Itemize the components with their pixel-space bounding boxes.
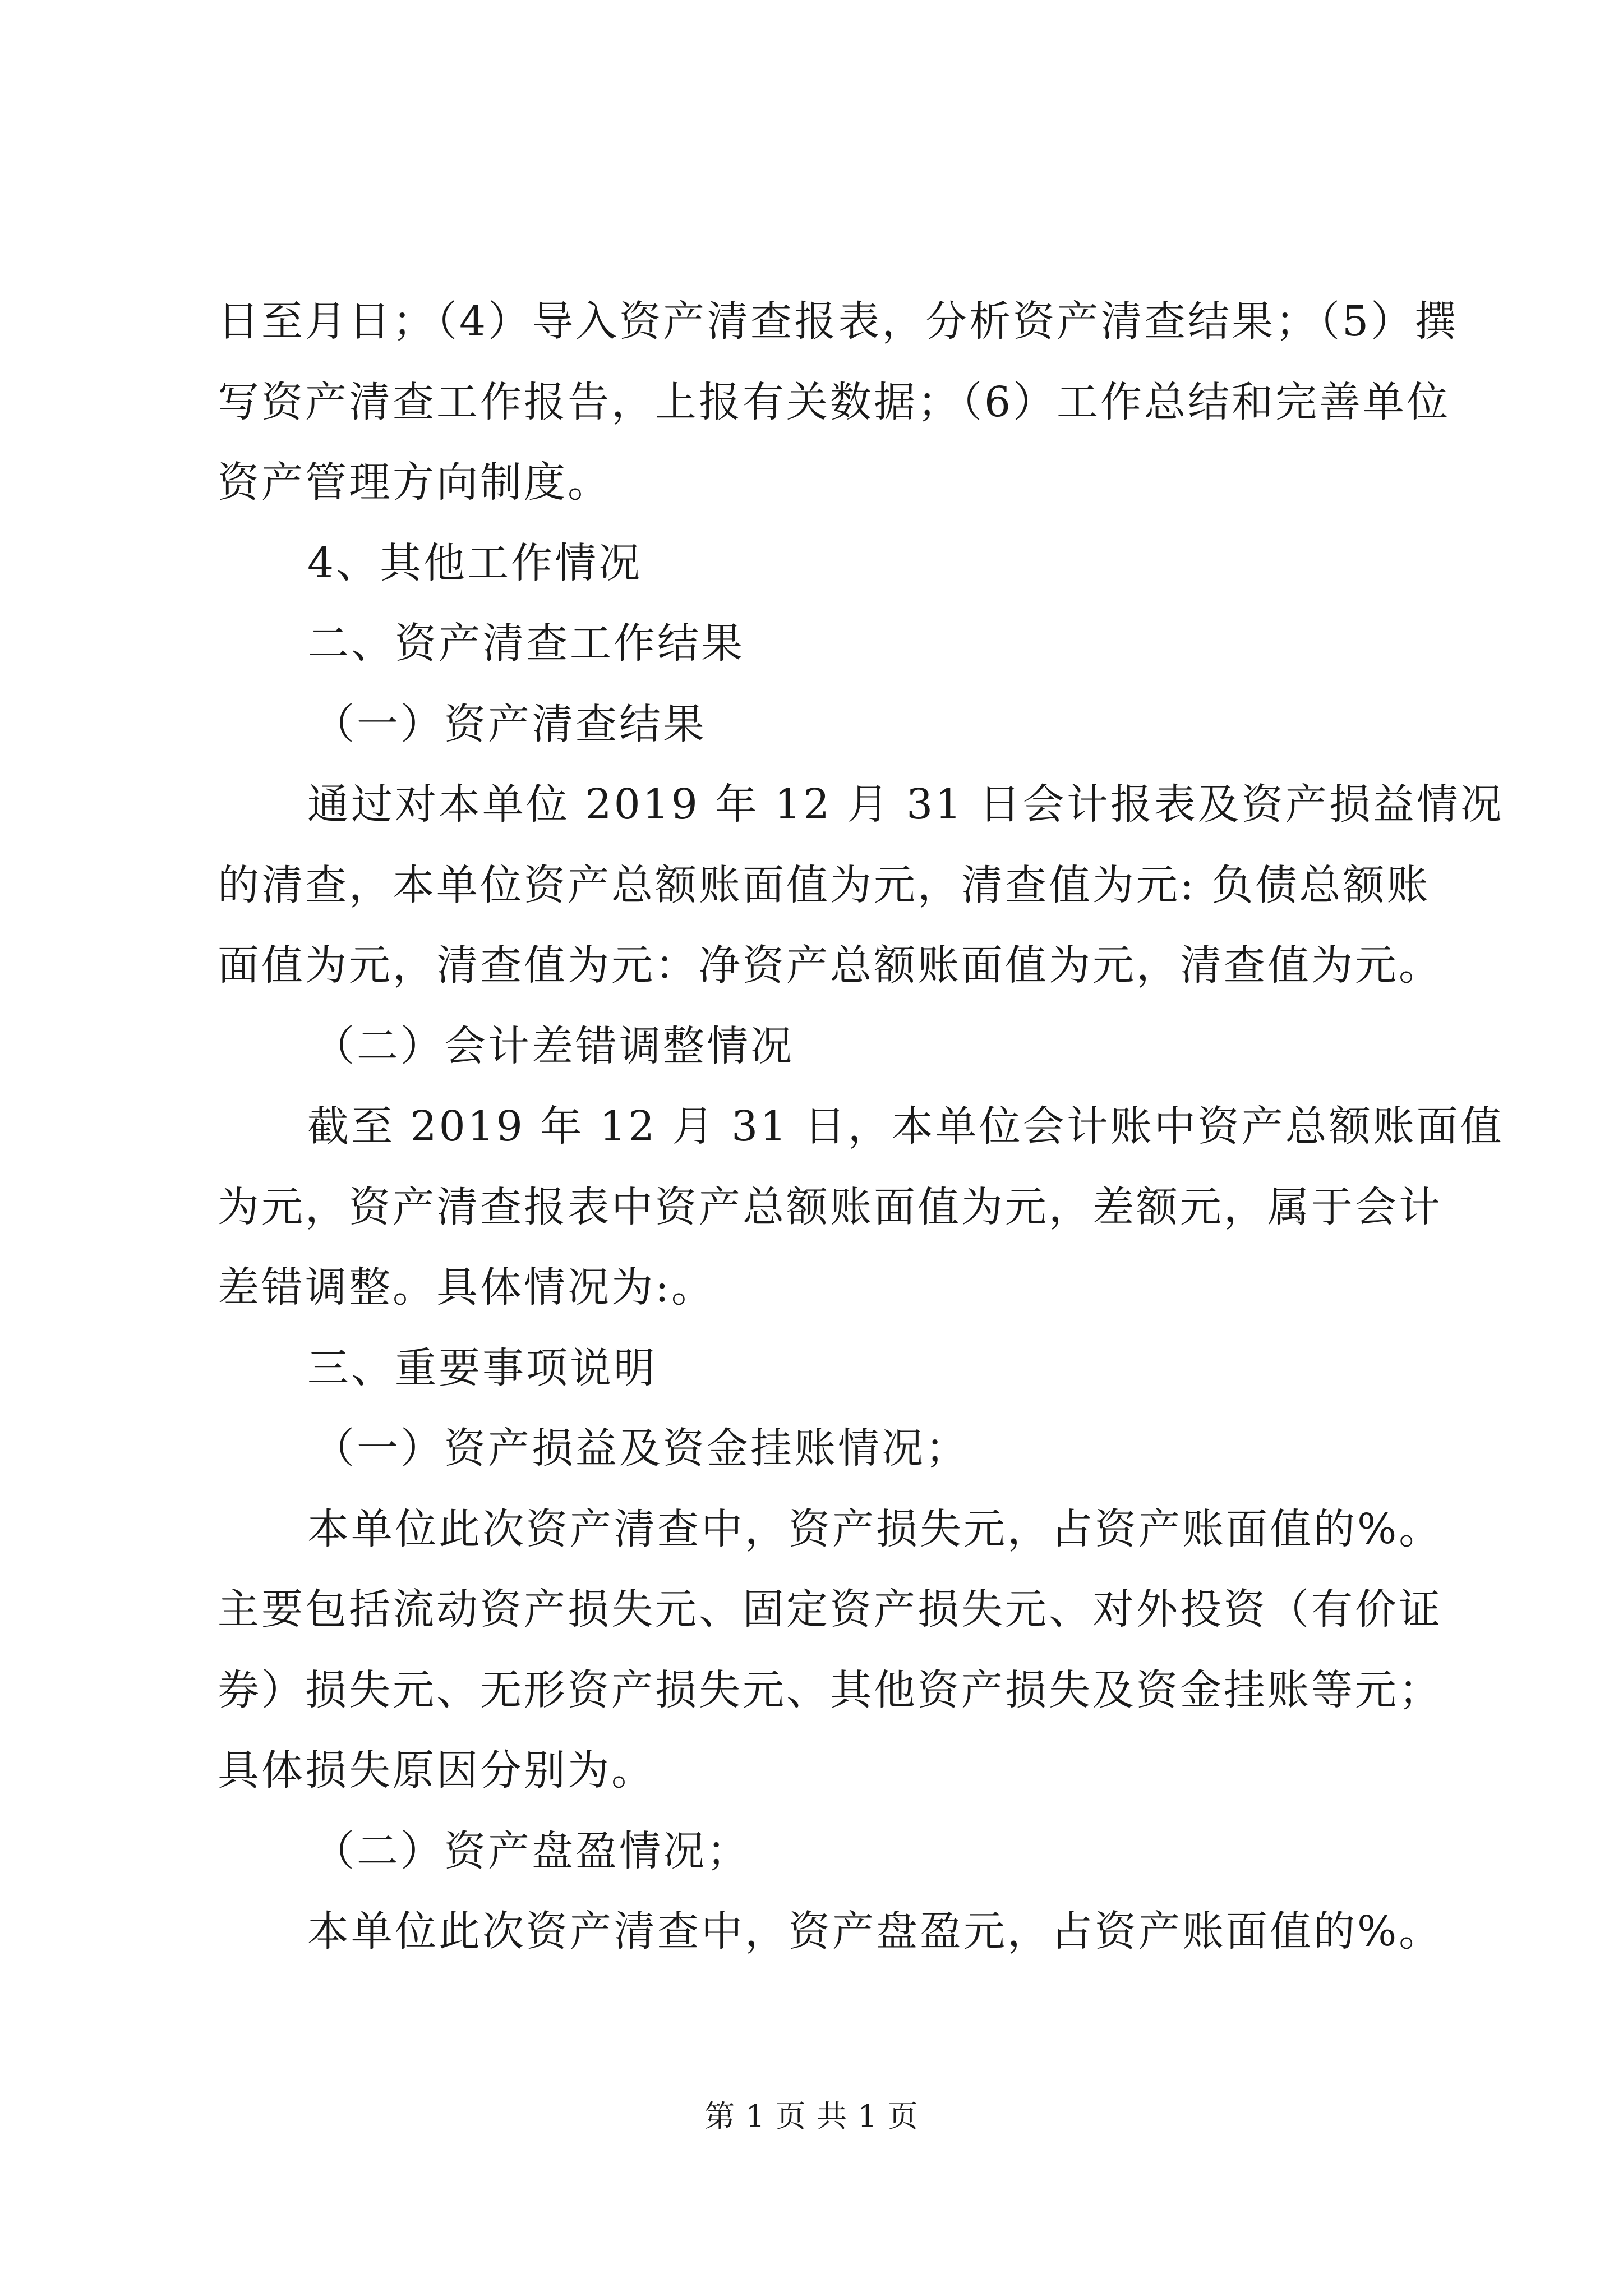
paragraph-line: 差错调整。具体情况为:。 — [218, 1263, 715, 1312]
paragraph-line: 二、资产清查工作结果 — [307, 619, 745, 668]
paragraph-line: （一）资产损益及资金挂账情况； — [313, 1424, 969, 1473]
paragraph-line: 4、其他工作情况 — [307, 539, 643, 587]
paragraph-line: 通过对本单位 2019 年 12 月 31 日会计报表及资产损益情况 — [307, 780, 1504, 829]
paragraph-line: 的清查，本单位资产总额账面值为元，清查值为元: 负债总额账 — [218, 861, 1431, 909]
paragraph-line: 写资产清查工作报告，上报有关数据；（6）工作总结和完善单位 — [218, 378, 1451, 426]
paragraph-line: （二）资产盘盈情况； — [313, 1826, 750, 1875]
paragraph-line: 资产管理方向制度。 — [218, 458, 611, 507]
paragraph-line: 券）损失元、无形资产损失元、其他资产损失及资金挂账等元； — [218, 1665, 1442, 1714]
paragraph-line: 主要包括流动资产损失元、固定资产损失元、对外投资（有价证 — [218, 1585, 1442, 1634]
paragraph-line: 为元，资产清查报表中资产总额账面值为元，差额元，属于会计 — [218, 1182, 1442, 1231]
paragraph-line: 日至月日；（4）导入资产清查报表，分析资产清查结果；（5）撰 — [218, 297, 1459, 346]
paragraph-line: 截至 2019 年 12 月 31 日，本单位会计账中资产总额账面值 — [307, 1102, 1504, 1151]
paragraph-line: （二）会计差错调整情况 — [313, 1022, 794, 1070]
paragraph-line: 三、重要事项说明 — [307, 1343, 657, 1392]
paragraph-line: 本单位此次资产清查中，资产损失元，占资产账面值的%。 — [307, 1504, 1443, 1553]
paragraph-line: 面值为元，清查值为元：净资产总额账面值为元，清查值为元。 — [218, 941, 1442, 990]
paragraph-line: （一）资产清查结果 — [313, 700, 707, 748]
page-footer: 第 1 页 共 1 页 — [704, 2099, 919, 2134]
document-body — [218, 282, 1504, 1972]
paragraph-line: 本单位此次资产清查中，资产盘盈元，占资产账面值的%。 — [307, 1907, 1443, 1955]
paragraph-line: 具体损失原因分别为。 — [218, 1746, 655, 1795]
